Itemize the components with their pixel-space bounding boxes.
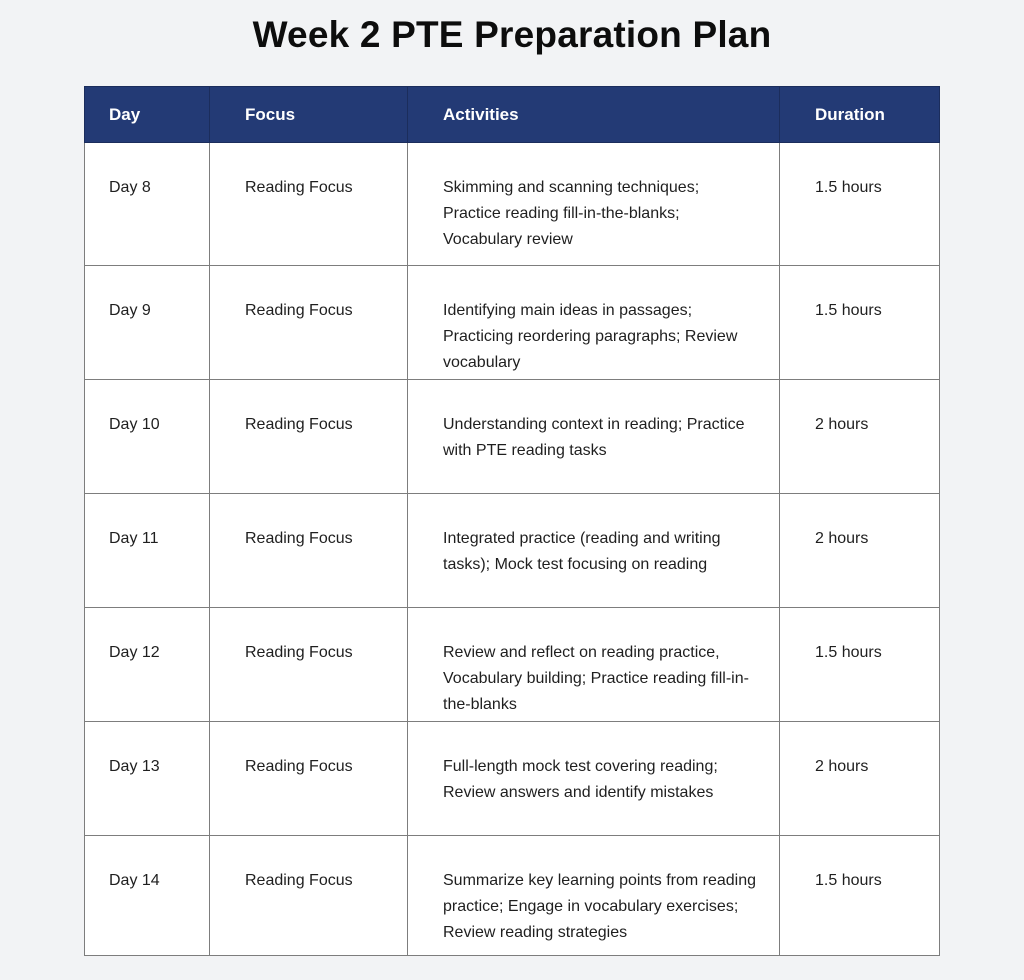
focus-cell: Reading Focus — [210, 836, 408, 956]
duration-cell: 2 hours — [780, 722, 940, 836]
day-cell: Day 9 — [85, 266, 210, 380]
activities-cell: Skimming and scanning techniques; Practice reading fill-in-the-blanks; Vocabulary review — [408, 143, 780, 266]
table-header — [85, 87, 940, 143]
table-row — [85, 608, 940, 722]
table-row — [85, 266, 940, 380]
table-row — [85, 722, 940, 836]
table-body — [85, 143, 940, 956]
table-row — [85, 494, 940, 608]
activities-cell: Full-length mock test covering reading; Review answers and identify mistakes — [408, 722, 780, 836]
duration-cell: 1.5 hours — [780, 143, 940, 266]
day-cell: Day 11 — [85, 494, 210, 608]
column-header-day: Day — [85, 87, 210, 143]
activities-cell: Summarize key learning points from reading practice; Engage in vocabulary exercises; Review reading strategies — [408, 836, 780, 956]
day-cell: Day 12 — [85, 608, 210, 722]
column-header-duration: Duration — [780, 87, 940, 143]
activities-cell: Review and reflect on reading practice, Vocabulary building; Practice reading fill-in-the-blanks — [408, 608, 780, 722]
day-cell: Day 10 — [85, 380, 210, 494]
duration-cell: 2 hours — [780, 380, 940, 494]
table-row — [85, 143, 940, 266]
column-header-activities: Activities — [408, 87, 780, 143]
table-row — [85, 836, 940, 956]
activities-cell: Integrated practice (reading and writing tasks); Mock test focusing on reading — [408, 494, 780, 608]
day-cell: Day 13 — [85, 722, 210, 836]
focus-cell: Reading Focus — [210, 143, 408, 266]
focus-cell: Reading Focus — [210, 266, 408, 380]
focus-cell: Reading Focus — [210, 608, 408, 722]
activities-cell: Understanding context in reading; Practice with PTE reading tasks — [408, 380, 780, 494]
duration-cell: 1.5 hours — [780, 608, 940, 722]
column-header-focus: Focus — [210, 87, 408, 143]
duration-cell: 1.5 hours — [780, 836, 940, 956]
preparation-plan-table — [84, 86, 940, 956]
duration-cell: 1.5 hours — [780, 266, 940, 380]
duration-cell: 2 hours — [780, 494, 940, 608]
focus-cell: Reading Focus — [210, 380, 408, 494]
table-header-row — [85, 87, 940, 143]
table-row — [85, 380, 940, 494]
day-cell: Day 8 — [85, 143, 210, 266]
focus-cell: Reading Focus — [210, 722, 408, 836]
activities-cell: Identifying main ideas in passages; Practicing reordering paragraphs; Review vocabulary — [408, 266, 780, 380]
focus-cell: Reading Focus — [210, 494, 408, 608]
page-title: Week 2 PTE Preparation Plan — [252, 14, 772, 55]
day-cell: Day 14 — [85, 836, 210, 956]
